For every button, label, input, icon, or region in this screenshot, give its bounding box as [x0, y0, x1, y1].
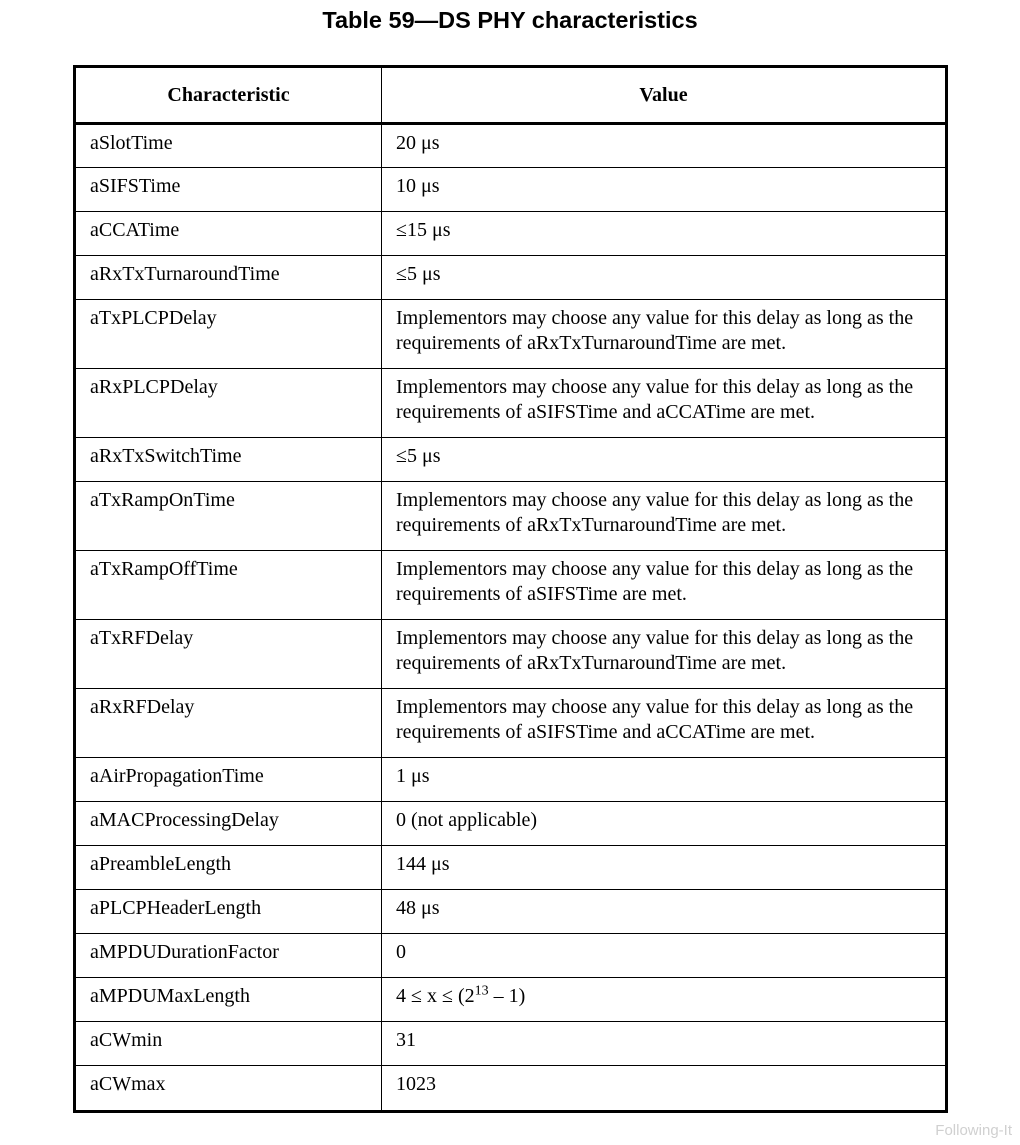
table-title: Table 59—DS PHY characteristics	[322, 7, 698, 33]
characteristic-cell: aTxRampOffTime	[75, 551, 382, 620]
table-row	[75, 168, 947, 212]
table-row	[75, 551, 947, 620]
characteristic-cell: aRxTxTurnaroundTime	[75, 256, 382, 300]
value-prefix: 4 ≤ x ≤ (2	[396, 985, 475, 1007]
characteristic-cell: aPreambleLength	[75, 846, 382, 890]
value-cell: 20 μs	[382, 124, 947, 168]
characteristic-cell: aPLCPHeaderLength	[75, 890, 382, 934]
table-row	[75, 689, 947, 758]
value-cell: Implementors may choose any value for this delay as long as the requirements of aRxTxTurnaroundTime are met.	[382, 620, 947, 689]
table-row	[75, 124, 947, 168]
value-cell: 1023	[382, 1066, 947, 1112]
value-cell: ≤15 μs	[382, 212, 947, 256]
table-row	[75, 758, 947, 802]
characteristic-cell: aAirPropagationTime	[75, 758, 382, 802]
characteristic-cell: aTxRFDelay	[75, 620, 382, 689]
characteristic-cell: aRxPLCPDelay	[75, 369, 382, 438]
characteristic-cell: aRxRFDelay	[75, 689, 382, 758]
table-row	[75, 890, 947, 934]
value-cell: 10 μs	[382, 168, 947, 212]
table-row	[75, 300, 947, 369]
table-row	[75, 1066, 947, 1112]
header-value: Value	[382, 67, 947, 124]
table-row	[75, 369, 947, 438]
value-exponent: 13	[474, 983, 489, 999]
characteristic-cell: aMPDUMaxLength	[75, 978, 382, 1022]
value-cell: Implementors may choose any value for this delay as long as the requirements of aSIFSTime and aCCATime are met.	[382, 689, 947, 758]
characteristic-cell: aSIFSTime	[75, 168, 382, 212]
value-cell: ≤5 μs	[382, 438, 947, 482]
value-suffix: – 1)	[488, 985, 526, 1007]
characteristic-cell: aTxPLCPDelay	[75, 300, 382, 369]
table-row	[75, 934, 947, 978]
value-cell: 31	[382, 1022, 947, 1066]
value-cell: Implementors may choose any value for this delay as long as the requirements of aRxTxTurnaroundTime are met.	[382, 300, 947, 369]
table-row	[75, 802, 947, 846]
characteristic-cell: aCWmin	[75, 1022, 382, 1066]
value-cell: Implementors may choose any value for this delay as long as the requirements of aSIFSTime and aCCATime are met.	[382, 369, 947, 438]
table-row	[75, 846, 947, 890]
value-cell: 48 μs	[382, 890, 947, 934]
value-cell: Implementors may choose any value for this delay as long as the requirements of aSIFSTime are met.	[382, 551, 947, 620]
table-row	[75, 438, 947, 482]
header-row	[75, 67, 947, 124]
value-cell: 0 (not applicable)	[382, 802, 947, 846]
value-cell: Implementors may choose any value for this delay as long as the requirements of aRxTxTurnaroundTime are met.	[382, 482, 947, 551]
header-characteristic: Characteristic	[75, 67, 382, 124]
value-cell: 144 μs	[382, 846, 947, 890]
table-row	[75, 978, 947, 1022]
characteristic-cell: aMACProcessingDelay	[75, 802, 382, 846]
table-row	[75, 1022, 947, 1066]
table-row	[75, 482, 947, 551]
table-row	[75, 212, 947, 256]
characteristics-table	[73, 65, 948, 1113]
table-row	[75, 256, 947, 300]
characteristic-cell: aSlotTime	[75, 124, 382, 168]
value-cell: ≤5 μs	[382, 256, 947, 300]
characteristic-cell: aTxRampOnTime	[75, 482, 382, 551]
value-cell: 1 μs	[382, 758, 947, 802]
characteristic-cell: aMPDUDurationFactor	[75, 934, 382, 978]
characteristic-cell: aRxTxSwitchTime	[75, 438, 382, 482]
characteristic-cell: aCWmax	[75, 1066, 382, 1112]
table-row	[75, 620, 947, 689]
value-cell	[382, 978, 947, 1022]
characteristic-cell: aCCATime	[75, 212, 382, 256]
watermark: Following-It	[935, 1122, 1012, 1139]
value-cell: 0	[382, 934, 947, 978]
